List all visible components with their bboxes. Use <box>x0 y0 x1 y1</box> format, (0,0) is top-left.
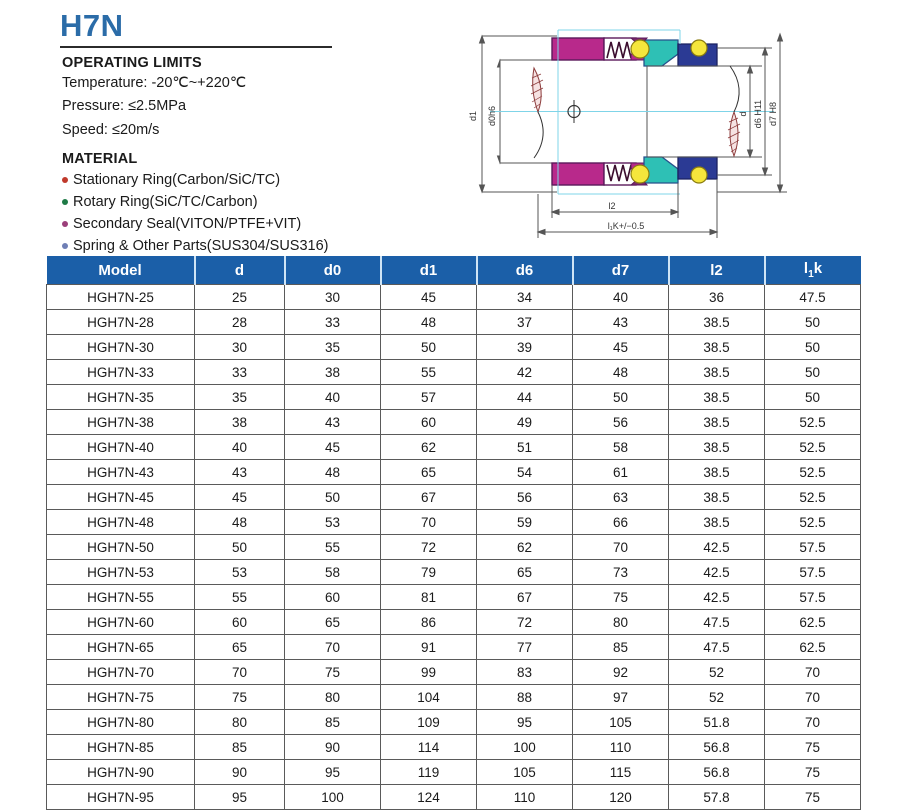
cell-value: 38.5 <box>669 485 765 510</box>
cell-value: 30 <box>285 285 381 310</box>
cell-value: 75 <box>765 785 861 810</box>
cell-value: 55 <box>195 585 285 610</box>
seal-cross-section-drawing <box>462 8 802 248</box>
cell-value: 35 <box>195 385 285 410</box>
table-row <box>47 635 861 660</box>
cell-value: 67 <box>477 585 573 610</box>
cell-value: 40 <box>573 285 669 310</box>
cell-value: 60 <box>195 610 285 635</box>
cell-value: 44 <box>477 385 573 410</box>
cell-value: 59 <box>477 510 573 535</box>
cell-value: 52.5 <box>765 510 861 535</box>
cell-value: 45 <box>285 435 381 460</box>
cell-value: 70 <box>285 635 381 660</box>
cell-value: 79 <box>381 560 477 585</box>
cell-model: HGH7N-85 <box>47 735 195 760</box>
cell-value: 81 <box>381 585 477 610</box>
cell-value: 83 <box>477 660 573 685</box>
cell-value: 70 <box>765 660 861 685</box>
header-section <box>0 0 906 252</box>
operating-limits-heading: OPERATING LIMITS <box>62 54 202 71</box>
cell-value: 92 <box>573 660 669 685</box>
cell-value: 62 <box>477 535 573 560</box>
cell-value: 42.5 <box>669 560 765 585</box>
cell-value: 43 <box>195 460 285 485</box>
cell-value: 43 <box>573 310 669 335</box>
cell-value: 75 <box>765 735 861 760</box>
dimensions-table <box>46 256 861 810</box>
cell-value: 30 <box>195 335 285 360</box>
cell-value: 70 <box>381 510 477 535</box>
cell-value: 38.5 <box>669 410 765 435</box>
page-title: H7N <box>60 8 124 43</box>
cell-value: 45 <box>195 485 285 510</box>
cell-model: HGH7N-95 <box>47 785 195 810</box>
material-item-secondary-seal <box>62 213 456 235</box>
table-row <box>47 285 861 310</box>
material-item-rotary-ring <box>62 191 456 213</box>
cell-value: 100 <box>477 735 573 760</box>
cell-value: 50 <box>765 385 861 410</box>
cell-value: 120 <box>573 785 669 810</box>
table-row <box>47 410 861 435</box>
drawing-label-l1k: l₁K+/−0.5 <box>607 221 645 231</box>
table-row <box>47 460 861 485</box>
material-item-label: Rotary Ring(SiC/TC/Carbon) <box>73 193 258 210</box>
cell-value: 75 <box>285 660 381 685</box>
drawing-label-d7h8: d7 H8 <box>768 101 778 127</box>
cell-value: 52.5 <box>765 485 861 510</box>
column-header-d[interactable]: d <box>195 256 285 285</box>
cell-model: HGH7N-28 <box>47 310 195 335</box>
cell-value: 85 <box>573 635 669 660</box>
cell-model: HGH7N-43 <box>47 460 195 485</box>
cell-value: 80 <box>285 685 381 710</box>
cell-value: 70 <box>765 710 861 735</box>
cell-value: 86 <box>381 610 477 635</box>
table-row <box>47 385 861 410</box>
cell-value: 58 <box>285 560 381 585</box>
cell-value: 51 <box>477 435 573 460</box>
cell-value: 70 <box>765 685 861 710</box>
cell-value: 42.5 <box>669 585 765 610</box>
cell-value: 67 <box>381 485 477 510</box>
title-divider <box>60 46 332 48</box>
cell-value: 95 <box>285 760 381 785</box>
cell-value: 104 <box>381 685 477 710</box>
cell-model: HGH7N-80 <box>47 710 195 735</box>
cell-value: 70 <box>195 660 285 685</box>
cell-model: HGH7N-90 <box>47 760 195 785</box>
cell-model: HGH7N-45 <box>47 485 195 510</box>
cell-value: 77 <box>477 635 573 660</box>
table-row <box>47 310 861 335</box>
cell-model: HGH7N-60 <box>47 610 195 635</box>
column-header-d1[interactable]: d1 <box>381 256 477 285</box>
cell-value: 62.5 <box>765 635 861 660</box>
table-row <box>47 360 861 385</box>
speed-spec: Speed: ≤20m/s <box>62 122 160 139</box>
table-row <box>47 735 861 760</box>
cell-value: 56 <box>573 410 669 435</box>
cell-value: 47.5 <box>669 635 765 660</box>
bullet-icon <box>62 221 68 227</box>
table-row <box>47 660 861 685</box>
cell-value: 50 <box>765 335 861 360</box>
cell-value: 90 <box>285 735 381 760</box>
column-header-d7[interactable]: d7 <box>573 256 669 285</box>
cell-value: 48 <box>573 360 669 385</box>
cell-value: 72 <box>381 535 477 560</box>
cell-value: 39 <box>477 335 573 360</box>
cell-value: 50 <box>765 360 861 385</box>
table-row <box>47 685 861 710</box>
cell-value: 52.5 <box>765 410 861 435</box>
cell-value: 75 <box>765 760 861 785</box>
cell-value: 85 <box>285 710 381 735</box>
cell-value: 33 <box>285 310 381 335</box>
cell-model: HGH7N-75 <box>47 685 195 710</box>
cell-value: 47.5 <box>765 285 861 310</box>
cell-value: 55 <box>285 535 381 560</box>
cell-value: 38.5 <box>669 510 765 535</box>
cell-model: HGH7N-30 <box>47 335 195 360</box>
cell-value: 63 <box>573 485 669 510</box>
cell-value: 57.8 <box>669 785 765 810</box>
cell-value: 95 <box>195 785 285 810</box>
cell-value: 100 <box>285 785 381 810</box>
cell-value: 57.5 <box>765 560 861 585</box>
column-header-d0[interactable]: d0 <box>285 256 381 285</box>
column-header-l1k[interactable]: $l_1k$ <box>765 256 861 285</box>
column-header-model[interactable]: Model <box>47 256 195 285</box>
cell-value: 56 <box>477 485 573 510</box>
table-row <box>47 510 861 535</box>
table-row <box>47 710 861 735</box>
cell-model: HGH7N-33 <box>47 360 195 385</box>
cell-value: 38.5 <box>669 310 765 335</box>
cell-value: 119 <box>381 760 477 785</box>
cell-value: 57 <box>381 385 477 410</box>
cell-value: 80 <box>573 610 669 635</box>
cell-model: HGH7N-53 <box>47 560 195 585</box>
material-item-stationary-ring <box>62 169 456 191</box>
cell-value: 38.5 <box>669 335 765 360</box>
cell-value: 60 <box>381 410 477 435</box>
cell-value: 48 <box>195 510 285 535</box>
cell-value: 50 <box>765 310 861 335</box>
column-header-l2[interactable]: l2 <box>669 256 765 285</box>
cell-value: 88 <box>477 685 573 710</box>
table-row <box>47 535 861 560</box>
dimensions-table-container <box>46 256 860 810</box>
cell-value: 115 <box>573 760 669 785</box>
table-row <box>47 485 861 510</box>
cell-value: 110 <box>573 735 669 760</box>
cell-value: 28 <box>195 310 285 335</box>
cell-value: 53 <box>195 560 285 585</box>
material-heading: MATERIAL <box>62 150 138 167</box>
cell-model: HGH7N-65 <box>47 635 195 660</box>
cell-value: 38.5 <box>669 360 765 385</box>
cell-model: HGH7N-48 <box>47 510 195 535</box>
cell-value: 62.5 <box>765 610 861 635</box>
cell-value: 54 <box>477 460 573 485</box>
cell-value: 38 <box>195 410 285 435</box>
cell-value: 65 <box>381 460 477 485</box>
cell-model: HGH7N-40 <box>47 435 195 460</box>
cell-value: 57.5 <box>765 535 861 560</box>
table-body <box>47 285 861 810</box>
cell-value: 45 <box>381 285 477 310</box>
cell-value: 75 <box>195 685 285 710</box>
cell-model: HGH7N-35 <box>47 385 195 410</box>
cell-value: 56.8 <box>669 735 765 760</box>
cell-value: 48 <box>285 460 381 485</box>
cell-value: 50 <box>381 335 477 360</box>
cell-value: 61 <box>573 460 669 485</box>
drawing-label-d0h6: d0h6 <box>487 105 497 127</box>
cell-value: 52.5 <box>765 435 861 460</box>
table-row <box>47 335 861 360</box>
cell-value: 42 <box>477 360 573 385</box>
cell-value: 38.5 <box>669 435 765 460</box>
cell-value: 60 <box>285 585 381 610</box>
drawing-label-d: d <box>738 111 748 117</box>
pressure-spec: Pressure: ≤2.5MPa <box>62 98 187 115</box>
cell-value: 65 <box>195 635 285 660</box>
cell-model: HGH7N-50 <box>47 535 195 560</box>
cell-value: 34 <box>477 285 573 310</box>
cell-value: 50 <box>573 385 669 410</box>
cell-value: 50 <box>285 485 381 510</box>
bullet-icon <box>62 177 68 183</box>
cell-value: 99 <box>381 660 477 685</box>
cell-value: 45 <box>573 335 669 360</box>
table-row <box>47 560 861 585</box>
cell-value: 36 <box>669 285 765 310</box>
cell-value: 25 <box>195 285 285 310</box>
cell-value: 105 <box>573 710 669 735</box>
cell-value: 66 <box>573 510 669 535</box>
cell-value: 85 <box>195 735 285 760</box>
cell-value: 38.5 <box>669 460 765 485</box>
cell-model: HGH7N-25 <box>47 285 195 310</box>
cell-value: 72 <box>477 610 573 635</box>
table-row <box>47 760 861 785</box>
cell-value: 51.8 <box>669 710 765 735</box>
drawing-label-l2: l2 <box>608 201 616 211</box>
specification-panel <box>56 10 456 257</box>
material-item-spring-other-parts <box>62 235 456 257</box>
cell-value: 70 <box>573 535 669 560</box>
cell-value: 65 <box>285 610 381 635</box>
bullet-icon <box>62 243 68 249</box>
cell-value: 124 <box>381 785 477 810</box>
table-row <box>47 610 861 635</box>
cell-value: 52.5 <box>765 460 861 485</box>
cell-value: 91 <box>381 635 477 660</box>
temperature-spec: Temperature: -20℃~+220℃ <box>62 74 247 91</box>
cell-value: 80 <box>195 710 285 735</box>
cell-value: 40 <box>285 385 381 410</box>
cell-value: 49 <box>477 410 573 435</box>
cell-value: 43 <box>285 410 381 435</box>
cell-value: 57.5 <box>765 585 861 610</box>
cell-value: 50 <box>195 535 285 560</box>
cell-value: 97 <box>573 685 669 710</box>
drawing-label-d6h11: d6 H11 <box>753 99 763 129</box>
cell-value: 73 <box>573 560 669 585</box>
cell-value: 90 <box>195 760 285 785</box>
table-row <box>47 585 861 610</box>
cell-value: 35 <box>285 335 381 360</box>
cell-value: 37 <box>477 310 573 335</box>
cell-value: 109 <box>381 710 477 735</box>
cell-value: 55 <box>381 360 477 385</box>
cell-value: 62 <box>381 435 477 460</box>
cell-value: 95 <box>477 710 573 735</box>
cell-model: HGH7N-70 <box>47 660 195 685</box>
material-item-label: Spring & Other Parts(SUS304/SUS316) <box>73 237 329 254</box>
cell-value: 56.8 <box>669 760 765 785</box>
cell-value: 52 <box>669 685 765 710</box>
table-row <box>47 785 861 810</box>
material-item-label: Secondary Seal(VITON/PTFE+VIT) <box>73 215 302 232</box>
cell-value: 65 <box>477 560 573 585</box>
cell-value: 52 <box>669 660 765 685</box>
cell-value: 38 <box>285 360 381 385</box>
table-header-row <box>47 256 861 285</box>
cell-value: 48 <box>381 310 477 335</box>
cell-value: 47.5 <box>669 610 765 635</box>
column-header-d6[interactable]: d6 <box>477 256 573 285</box>
cell-model: HGH7N-38 <box>47 410 195 435</box>
bullet-icon <box>62 199 68 205</box>
cell-model: HGH7N-55 <box>47 585 195 610</box>
table-row <box>47 435 861 460</box>
cell-value: 110 <box>477 785 573 810</box>
cell-value: 105 <box>477 760 573 785</box>
cell-value: 53 <box>285 510 381 535</box>
cell-value: 38.5 <box>669 385 765 410</box>
cell-value: 33 <box>195 360 285 385</box>
material-item-label: Stationary Ring(Carbon/SiC/TC) <box>73 171 281 188</box>
drawing-label-d1: d1 <box>468 110 478 122</box>
cell-value: 58 <box>573 435 669 460</box>
cell-value: 42.5 <box>669 535 765 560</box>
cell-value: 75 <box>573 585 669 610</box>
cell-value: 40 <box>195 435 285 460</box>
cell-value: 114 <box>381 735 477 760</box>
